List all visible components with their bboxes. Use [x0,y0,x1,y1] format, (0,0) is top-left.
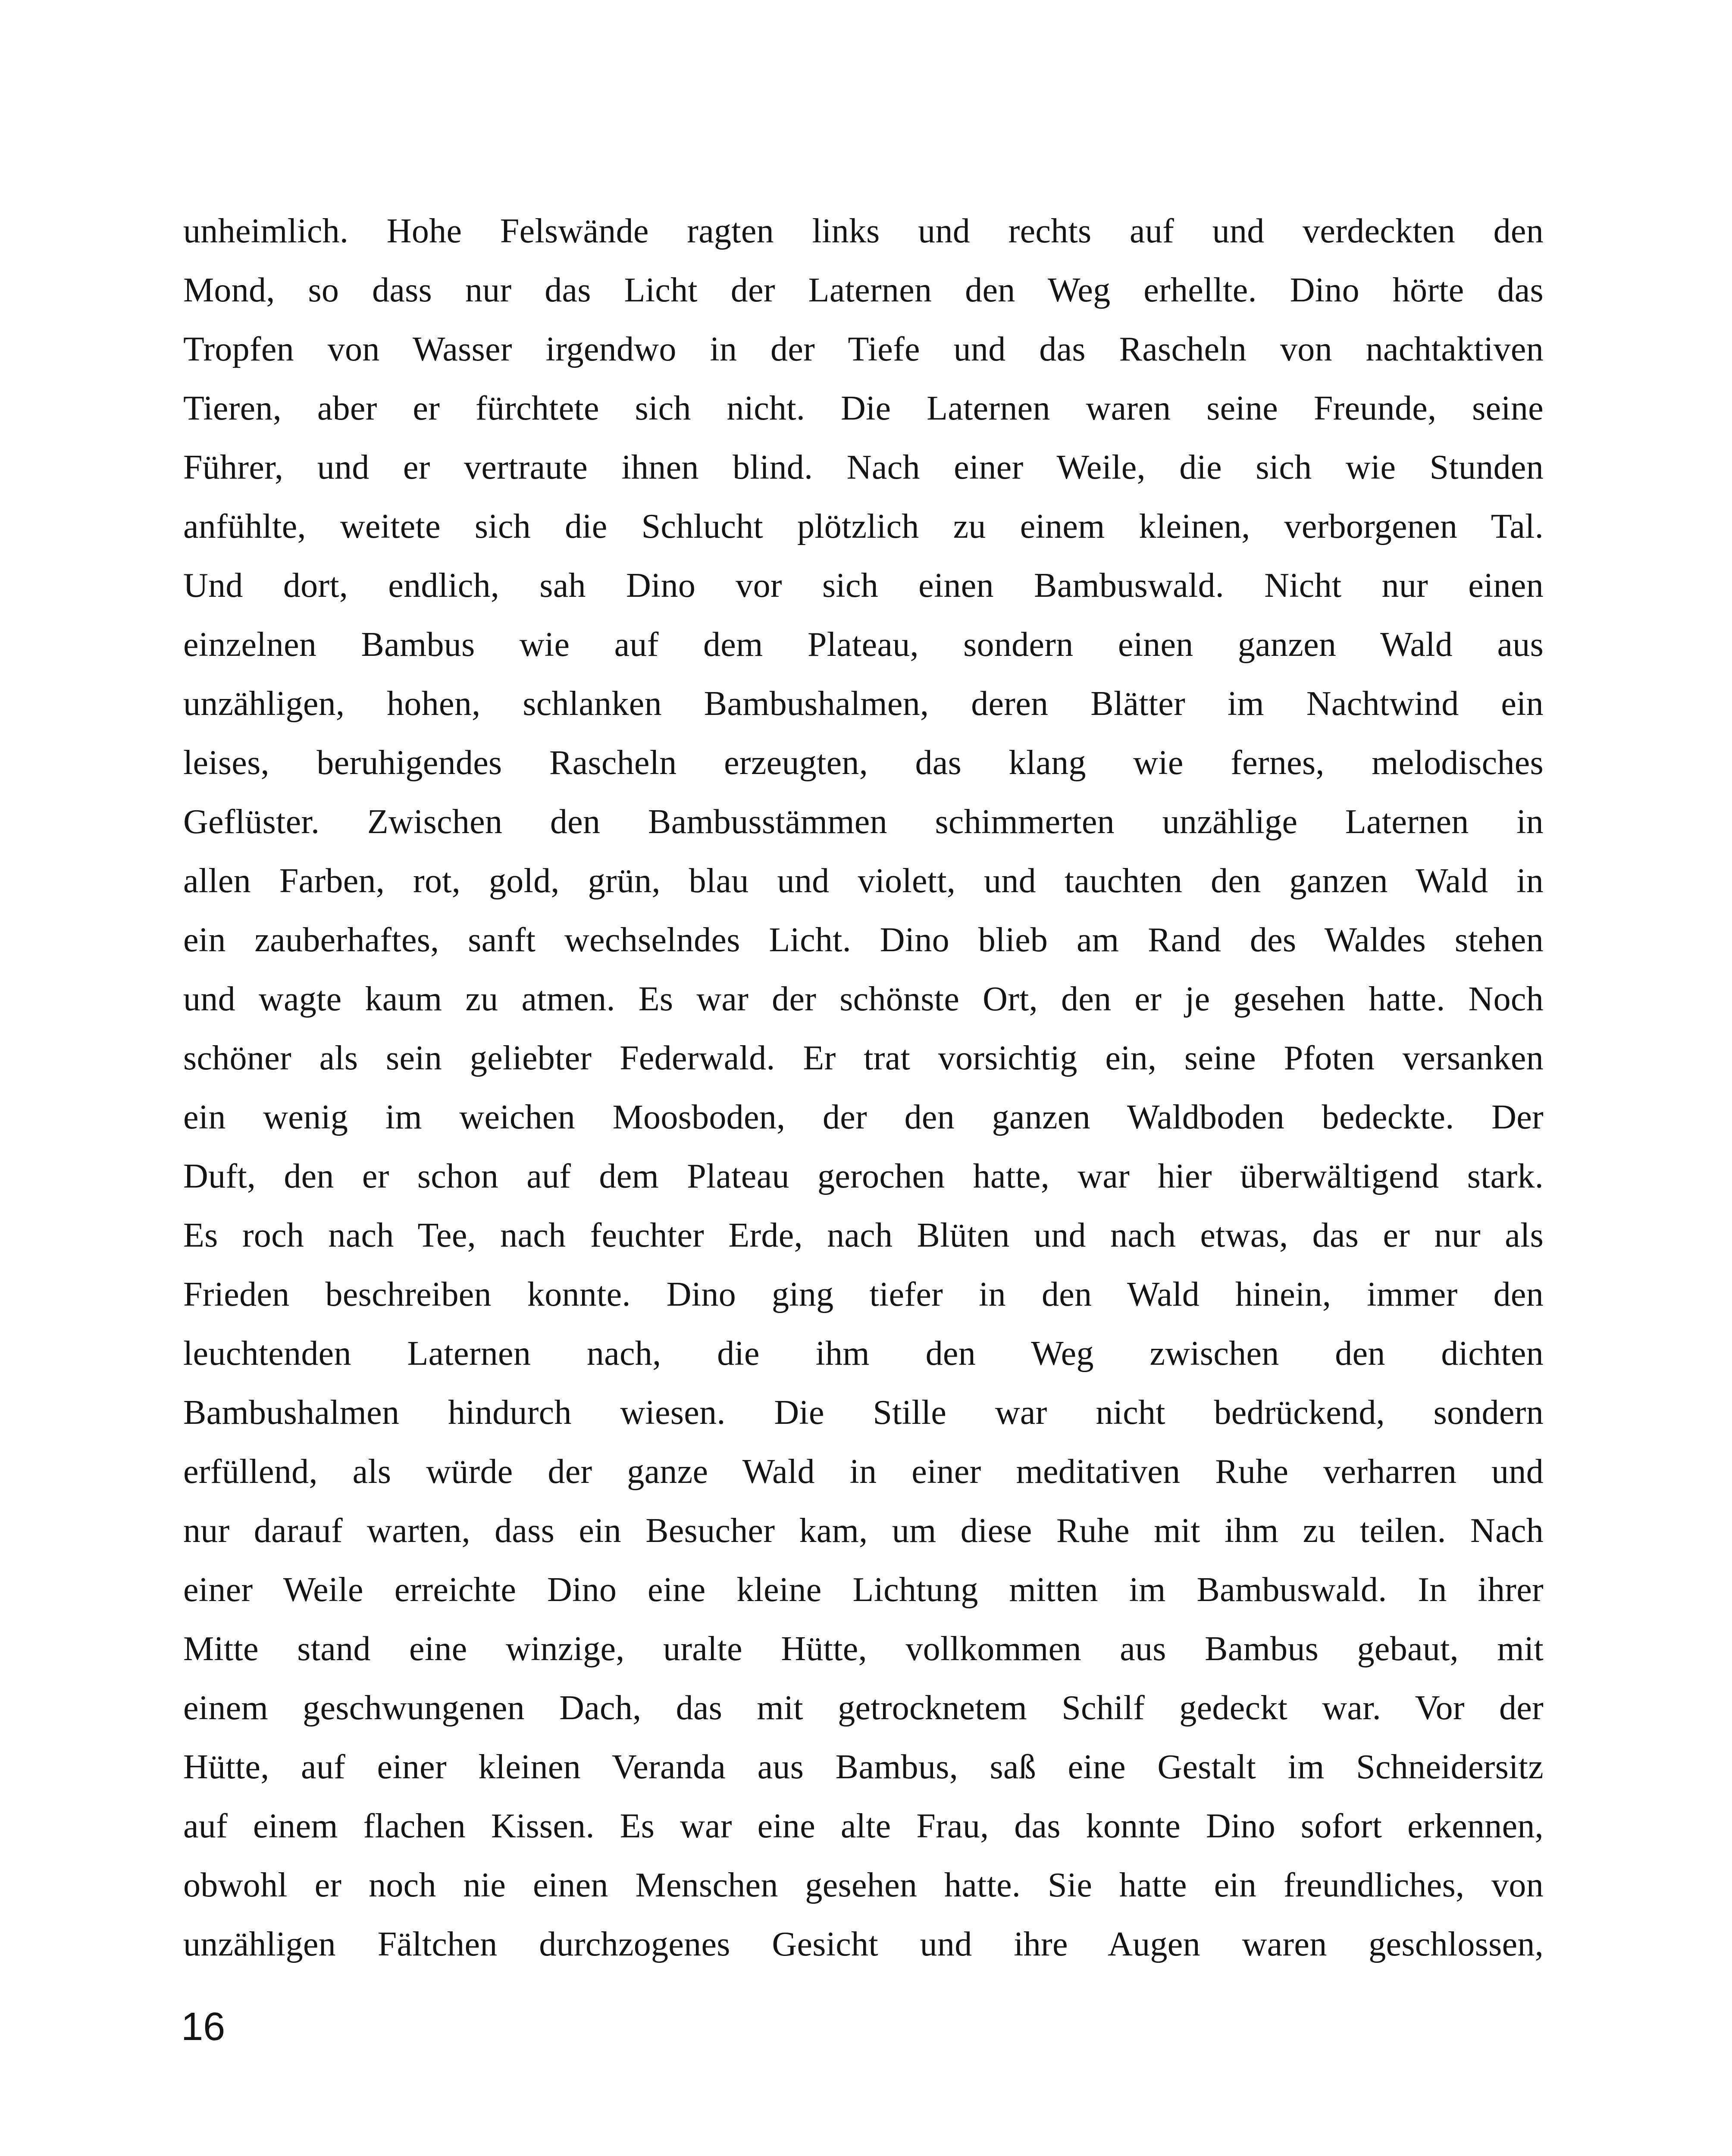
text-line: erfüllend, als würde der ganze Wald in einer meditativen Ruhe verharren und [183,1453,1544,1491]
page-number: 16 [181,2005,226,2049]
text-line: einer Weile erreichte Dino eine kleine Lichtung mitten im Bambuswald. In ihrer [183,1571,1544,1609]
text-line: Führer, und er vertraute ihnen blind. Nach einer Weile, die sich wie Stunden [183,448,1544,486]
text-line: Frieden beschreiben konnte. Dino ging tiefer in den Wald hinein, immer den [183,1275,1544,1313]
text-line: Geflüster. Zwischen den Bambusstämmen schimmerten unzählige Laternen in [183,803,1544,841]
text-line: einem geschwungenen Dach, das mit getrocknetem Schilf gedeckt war. Vor der [183,1689,1544,1727]
text-line: Bambushalmen hindurch wiesen. Die Stille war nicht bedrückend, sondern [183,1394,1544,1432]
text-line: auf einem flachen Kissen. Es war eine alte Frau, das konnte Dino sofort erkennen, [183,1807,1544,1845]
text-line: allen Farben, rot, gold, grün, blau und violett, und tauchten den ganzen Wald in [183,862,1544,900]
text-line: Tieren, aber er fürchtete sich nicht. Die Laternen waren seine Freunde, seine [183,389,1544,427]
text-line: Tropfen von Wasser irgendwo in der Tiefe und das Rascheln von nachtaktiven [183,330,1544,368]
text-line: ein zauberhaftes, sanft wechselndes Licht. Dino blieb am Rand des Waldes stehen [183,921,1544,959]
text-line: unzähligen, hohen, schlanken Bambushalmen, deren Blätter im Nachtwind ein [183,685,1544,723]
text-line: Duft, den er schon auf dem Plateau gerochen hatte, war hier überwältigend stark. [183,1157,1544,1195]
text-line: obwohl er noch nie einen Menschen gesehen hatte. Sie hatte ein freundliches, von [183,1866,1544,1904]
text-line: und wagte kaum zu atmen. Es war der schönste Ort, den er je gesehen hatte. Noch [183,980,1544,1018]
text-line: leises, beruhigendes Rascheln erzeugten, das klang wie fernes, melodisches [183,744,1544,782]
text-line: nur darauf warten, dass ein Besucher kam, um diese Ruhe mit ihm zu teilen. Nach [183,1512,1544,1550]
text-line: Mond, so dass nur das Licht der Laternen den Weg erhellte. Dino hörte das [183,271,1544,309]
text-line: unheimlich. Hohe Felswände ragten links und rechts auf und verdeckten den [183,212,1544,250]
text-line: einzelnen Bambus wie auf dem Plateau, sondern einen ganzen Wald aus [183,626,1544,664]
text-line: schöner als sein geliebter Federwald. Er trat vorsichtig ein, seine Pfoten versanken [183,1039,1544,1077]
text-line: Mitte stand eine winzige, uralte Hütte, vollkommen aus Bambus gebaut, mit [183,1630,1544,1668]
text-line: unzähligen Fältchen durchzogenes Gesicht und ihre Augen waren geschlossen, [183,1925,1544,1963]
body-text [183,202,1544,1974]
text-line: Und dort, endlich, sah Dino vor sich einen Bambuswald. Nicht nur einen [183,567,1544,605]
text-line: leuchtenden Laternen nach, die ihm den Weg zwischen den dichten [183,1335,1544,1373]
text-line: Es roch nach Tee, nach feuchter Erde, nach Blüten und nach etwas, das er nur als [183,1216,1544,1254]
text-line: ein wenig im weichen Moosboden, der den ganzen Waldboden bedeckte. Der [183,1098,1544,1136]
text-line: Hütte, auf einer kleinen Veranda aus Bambus, saß eine Gestalt im Schneidersitz [183,1748,1544,1786]
text-line: anfühlte, weitete sich die Schlucht plötzlich zu einem kleinen, verborgenen Tal. [183,508,1544,545]
